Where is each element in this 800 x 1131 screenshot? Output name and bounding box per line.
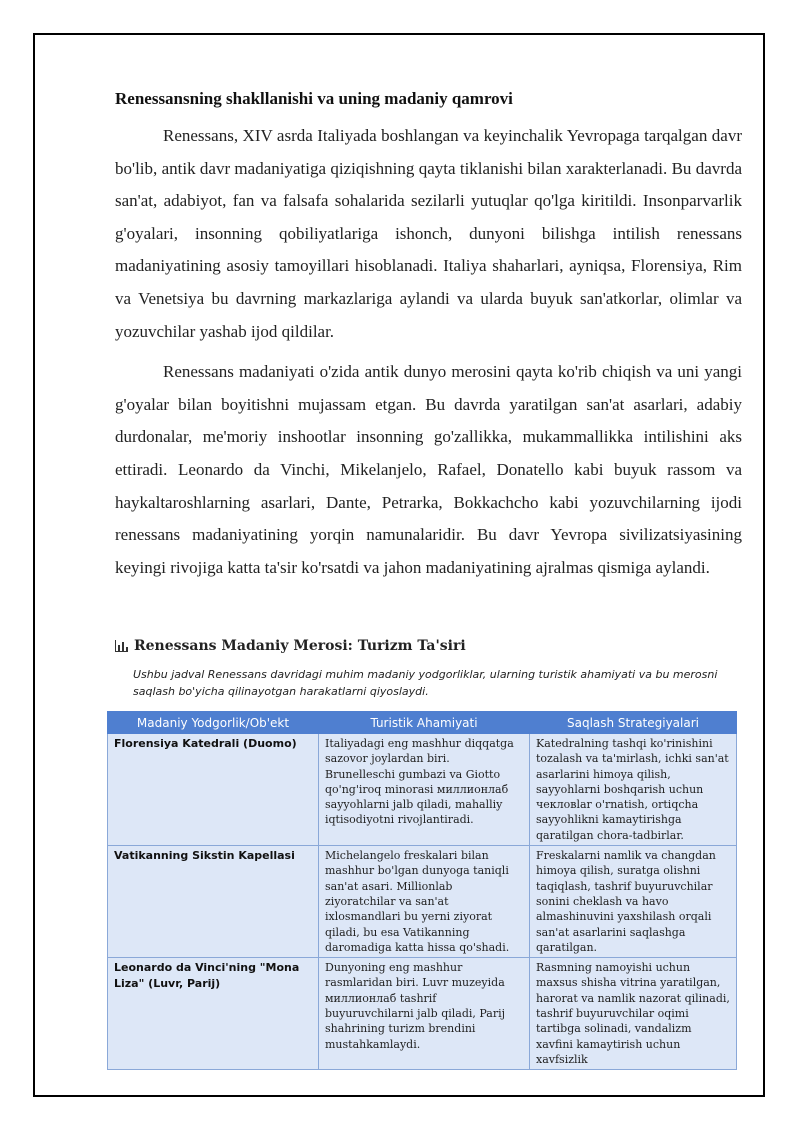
monument-name: Florensiya Katedrali (Duomo) [108,734,319,846]
table-row [108,734,737,846]
document-body [115,88,742,592]
table-row [108,958,737,1070]
section-heading: Renessansning shakllanishi va uning madaniy qamrovi [115,89,513,108]
tourism-significance: Michelangelo freskalari bilan mashhur bo'lgan dunyoga taniqli san'at asari. Millionlab ziyoratchilar va san'at ixlosmandlari bu yerni ziyorat qiladi, bu esa Vatikanning daromadiga katta hissa qo'shadi. [319,846,530,958]
table-title [115,638,755,654]
preservation-strategy: Freskalarni namlik va changdan himoya qilish, suratga olishni taqiqlash, tashrif buyuruvchilar sonini cheklash va havo almashinuvini yaxshilash orqali san'at asarlarini saqlashga qaratilgan. [530,846,737,958]
tourism-significance: Italiyadagi eng mashhur diqqatga sazovor joylardan biri. Brunelleschi gumbazi va Giotto qo'ng'iroq minorasi миллионлаб sayyohlarni jalb qiladi, mahalliy iqtisodiyotni rivojlantiradi. [319,734,530,846]
bar-chart-icon [115,640,128,652]
table-header-row [108,712,737,734]
monument-name: Vatikanning Sikstin Kapellasi [108,846,319,958]
table-row [108,846,737,958]
column-header-significance: Turistik Ahamiyati [319,712,530,734]
table-caption: Ushbu jadval Renessans davridagi muhim madaniy yodgorliklar, ularning turistik ahamiyati va bu merosni saqlash bo'yicha qilinayotgan harakatlarni qiyoslaydi. [133,668,718,698]
heritage-table [107,711,737,1070]
column-header-strategy: Saqlash Strategiyalari [530,712,737,734]
preservation-strategy: Katedralning tashqi ko'rinishini tozalash va ta'mirlash, ichki san'at asarlarini himoya qilish, sayyohlarni boshqarish uchun чекловlar o'rnatish, ortiqcha sayyohlikni kamaytirishga qaratilgan chora-tadbirlar. [530,734,737,846]
tourism-significance: Dunyoning eng mashhur rasmlaridan biri. Luvr muzeyida миллионлаб tashrif buyuruvchilarni jalb qiladi, Parij shahrining turizm brendini mustahkamlaydi. [319,958,530,1070]
monument-name: Leonardo da Vinci'ning "Mona Liza" (Luvr, Parij) [108,958,319,1070]
paragraph-1: Renessans, XIV asrda Italiyada boshlangan va keyinchalik Yevropaga tarqalgan davr bo'lib, antik davr madaniyatiga qiziqishning qayta tiklanishi bilan xarakterlanadi. Bu davrda san'at, adabiyot, fan va falsafa sohalarida sezilarli yutuqlar qo'lga kiritildi. Insonparvarlik g'oyalari, insonning qobiliyatlariga ishonch, dunyoni bilishga intilish renessans madaniyatining asosiy tamoyillari hisoblanadi. Italiya shaharlari, ayniqsa, Florensiya, Rim va Venetsiya bu davrning markazlariga aylandi va ularda buyuk san'atkorlar, olimlar va yozuvchilar yashab ijod qildilar. [115,126,742,341]
paragraph-2: Renessans madaniyati o'zida antik dunyo merosini qayta ko'rib chiqish va uni yangi g'oyalar bilan boyitishni mujassam etgan. Bu davrda yaratilgan san'at asarlari, adabiy durdonalar, me'moriy inshootlar insonning go'zallikka, mukammallikka intilishini aks ettiradi. Leonardo da Vinchi, Mikelanjelo, Rafael, Donatello kabi buyuk rassom va haykaltaroshlarning asarlari, Dante, Petrarka, Bokkachcho kabi yozuvchilarning ijodi renessans madaniyatining yorqin namunalaridir. Bu davr Yevropa sivilizatsiyasining keyingi rivojiga katta ta'sir ko'rsatdi va jahon madaniyatining ajralmas qismiga aylandi. [115,362,742,577]
column-header-monument: Madaniy Yodgorlik/Ob'ekt [108,712,319,734]
table-title-text: Renessans Madaniy Merosi: Turizm Ta'siri [134,638,466,654]
preservation-strategy: Rasmning namoyishi uchun maxsus shisha vitrina yaratilgan, harorat va namlik nazorat qilinadi, tashrif buyuruvchilar oqimi tartibga solinadi, vandalizm xavfini kamaytirish uchun xavfsizlik [530,958,737,1070]
